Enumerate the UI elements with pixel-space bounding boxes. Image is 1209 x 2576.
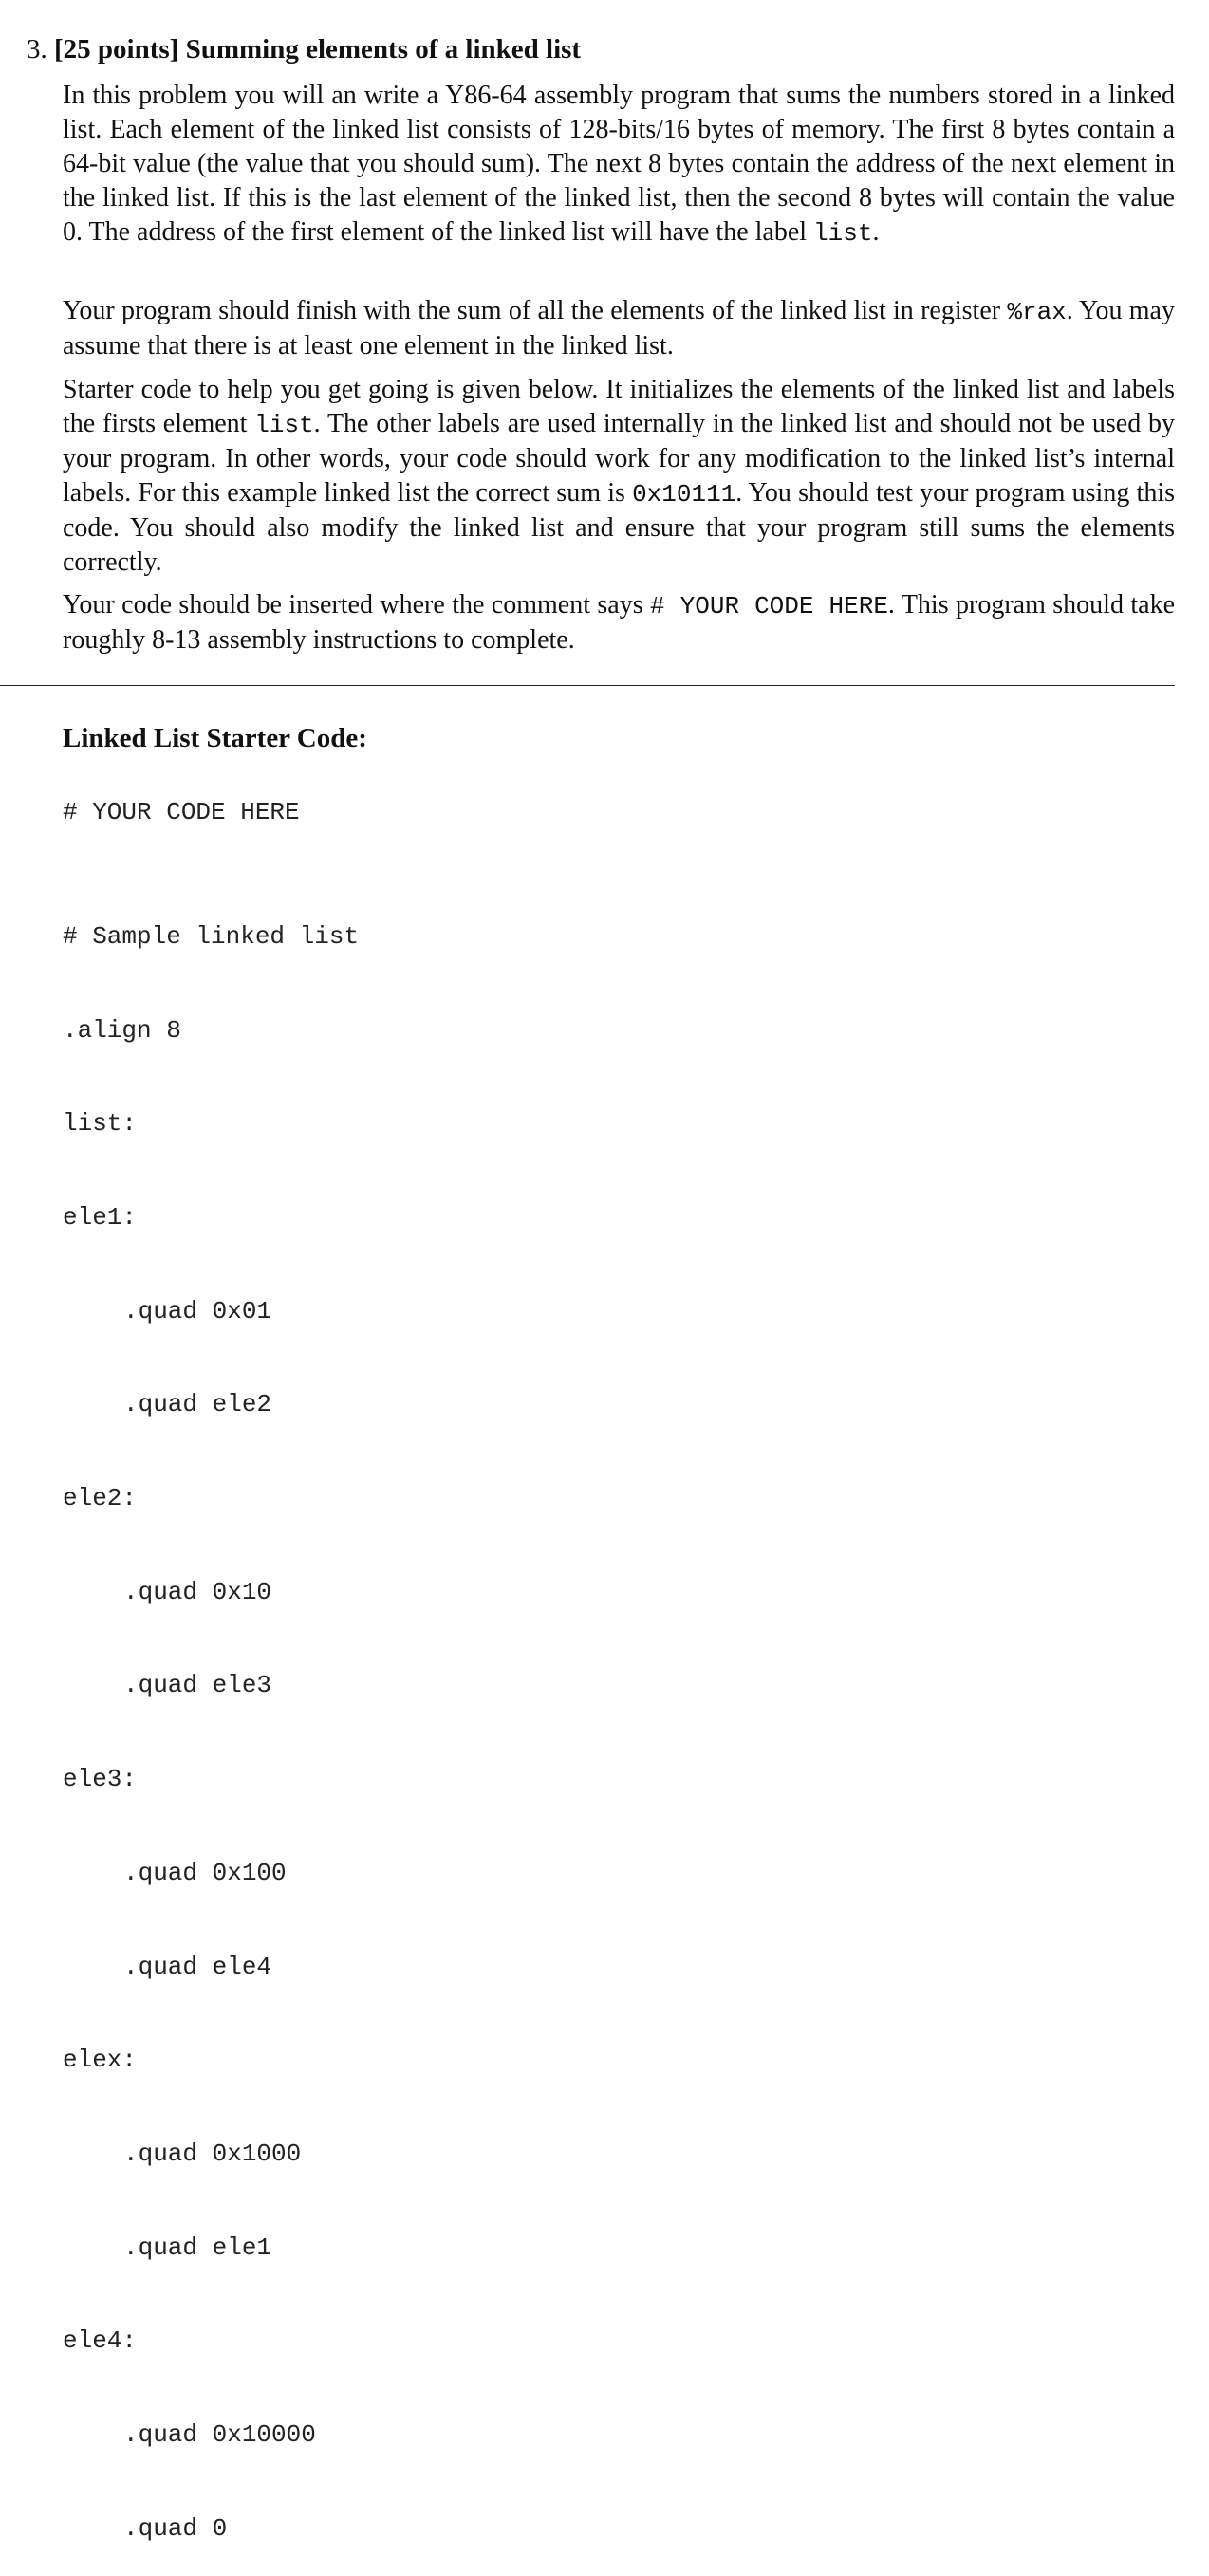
code-line-quad: .quad 0x1000: [123, 2139, 302, 2168]
code-line-quad: .quad ele4: [123, 1952, 272, 1981]
code-line-comment: # Sample linked list: [63, 921, 360, 951]
code-line-quad: .quad ele2: [123, 1390, 272, 1419]
insertion-text-after: . This program should take roughly 8-13 assembly instructions to complete.: [63, 590, 1175, 655]
intro-text: In this problem you will an write a Y86-64 assembly program that sums the numbers stored in a linked list. Each element of the linked list consists of 128-bits/16 bytes of memory. The first 8 bytes contain a 64-bit value (the value that you should sum). The next 8 bytes contain the address of the next element in the linked list. If this is the last element of the linked list, then the second 8 bytes will contain the value 0. The address of the first element of the linked list will have the label: [63, 81, 1175, 247]
code-line-label-elex: elex:: [63, 2046, 138, 2075]
starter-code-heading: Linked List Starter Code:: [63, 723, 367, 753]
code-line-quad: .quad 0x10000: [123, 2420, 316, 2450]
inline-code-list-label: list: [254, 411, 314, 439]
code-line-align: .align 8: [63, 1015, 181, 1045]
code-line-label-ele4: ele4:: [63, 2326, 138, 2356]
section-divider: [0, 685, 1175, 686]
starter-text-after: . You should test your program using this code. You should also modify the linked list and ensure that your program still sums the elements correctly.: [63, 478, 1175, 577]
problem-number: 3.: [27, 34, 47, 65]
starter-text-before: Starter code to help you get going is given below. It initializes the elements of the linked list and labels the firsts element: [63, 375, 1175, 438]
code-line-quad: .quad 0x10: [123, 1577, 272, 1606]
intro-end: .: [872, 217, 880, 247]
code-line-quad: .quad 0x01: [123, 1296, 272, 1325]
result-text-before: Your program should finish with the sum of all the elements of the linked list in register: [63, 296, 1008, 325]
code-line-quad: .quad 0: [123, 2513, 228, 2543]
starter-text-middle: . The other labels are used internally in the linked list and should not be used by your program. In other words, your code should work for any modification to the linked list’s internal labels. For this example linked list the correct sum is: [63, 409, 1175, 508]
intro-paragraph: [63, 79, 1175, 250]
code-line-label-ele2: ele2:: [63, 1484, 138, 1513]
code-line-label-ele1: ele1:: [63, 1202, 138, 1232]
inline-code-comment: # YOUR CODE HERE: [650, 592, 888, 621]
code-line-quad: .quad 0x100: [123, 1858, 287, 1887]
inline-code-rax: %rax: [1007, 298, 1067, 326]
problem-header: [27, 30, 581, 68]
problem-title: [25 points] Summing elements of a linked list: [54, 34, 582, 65]
inline-code-list: list: [813, 219, 873, 248]
your-code-here-comment: # YOUR CODE HERE: [63, 798, 300, 826]
starter-paragraph: [63, 373, 1175, 580]
result-paragraph: [63, 294, 1175, 363]
insertion-paragraph: [63, 588, 1175, 658]
result-text-after: . You may assume that there is at least one element in the linked list.: [63, 296, 1175, 361]
code-line-quad: .quad ele3: [123, 1671, 272, 1700]
code-line-label-list: list:: [63, 1109, 138, 1139]
inline-code-sum: 0x10111: [632, 480, 736, 509]
linked-list-code-block: [63, 859, 359, 2576]
code-line-quad: .quad ele1: [123, 2233, 272, 2262]
insertion-text-before: Your code should be inserted where the comment says: [63, 590, 651, 620]
code-line-label-ele3: ele3:: [63, 1765, 138, 1794]
